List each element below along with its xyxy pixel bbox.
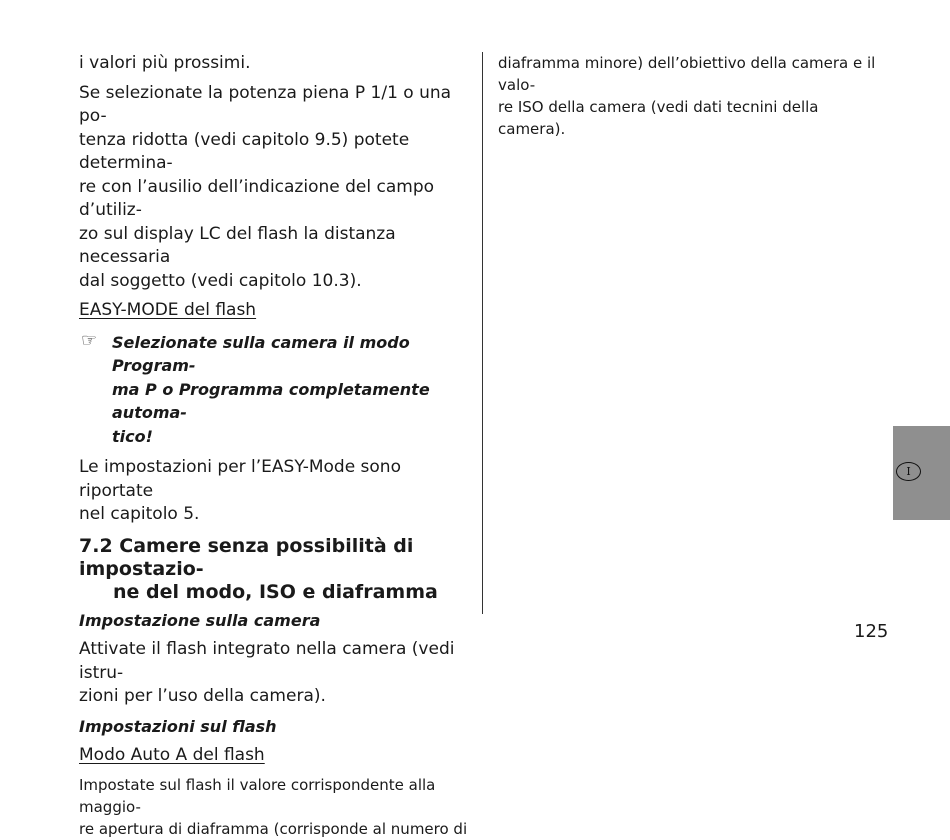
- paragraph-continued: [498, 52, 890, 140]
- section-title: [79, 535, 471, 604]
- language-tab-label: I: [896, 462, 921, 481]
- section-title-line: ne del modo, ISO e diaframma: [113, 580, 438, 603]
- note-block: [79, 331, 471, 449]
- language-tab: [893, 426, 950, 520]
- pointing-hand-icon: ☞: [81, 329, 98, 351]
- auto-mode-heading: Modo Auto A del flash: [79, 745, 265, 765]
- text-line: zo sul display LC del flash la distanza necessaria: [79, 223, 396, 267]
- section-title-line: 7.2 Camere senza possibilità di impostazio-: [79, 534, 414, 580]
- right-column: [498, 52, 890, 140]
- text-line: zioni per l’uso della camera).: [79, 686, 326, 706]
- page-number: 125: [854, 621, 889, 642]
- text-line: re con l’ausilio dell’indicazione del campo d’utiliz-: [79, 176, 435, 220]
- text-line: Se selezionate la potenza piena P 1/1 o una po-: [79, 82, 452, 126]
- text-line: nel capitolo 5.: [79, 504, 200, 524]
- text-line: Le impostazioni per l’EASY-Mode sono riportate: [79, 457, 401, 501]
- text-line: dal soggetto (vedi capitolo 10.3).: [79, 270, 362, 291]
- note-line: tico!: [112, 426, 153, 446]
- text-line: Attivate il flash integrato nella camera (vedi istru-: [79, 639, 455, 683]
- left-column: [79, 52, 471, 840]
- paragraph-auto: [79, 774, 471, 840]
- text-line: Impostate sul flash il valore corrispondente alla maggio-: [79, 775, 436, 816]
- note-line: ma P o Programma completamente automa-: [112, 379, 430, 422]
- note-line: Selezionate sulla camera il modo Program-: [112, 332, 410, 375]
- paragraph-easy-settings: [79, 456, 471, 527]
- column-divider: [482, 52, 483, 614]
- paragraph: i valori più prossimi.: [79, 53, 251, 73]
- easy-mode-heading: EASY-MODE del flash: [79, 300, 257, 320]
- text-line: re apertura di diaframma (corrisponde al numero di: [79, 819, 468, 838]
- text-line: tenza ridotta (vedi capitolo 9.5) potete determina-: [79, 129, 410, 173]
- subheading-flash: Impostazioni sul flash: [79, 716, 277, 736]
- text-line: diaframma minore) dell’obiettivo della camera e il valo-: [498, 54, 876, 94]
- paragraph-activate: [79, 638, 471, 709]
- subheading-camera: Impostazione sulla camera: [79, 610, 321, 630]
- text-line: re ISO della camera (vedi dati tecnini della camera).: [498, 98, 819, 138]
- paragraph-power: [79, 82, 471, 294]
